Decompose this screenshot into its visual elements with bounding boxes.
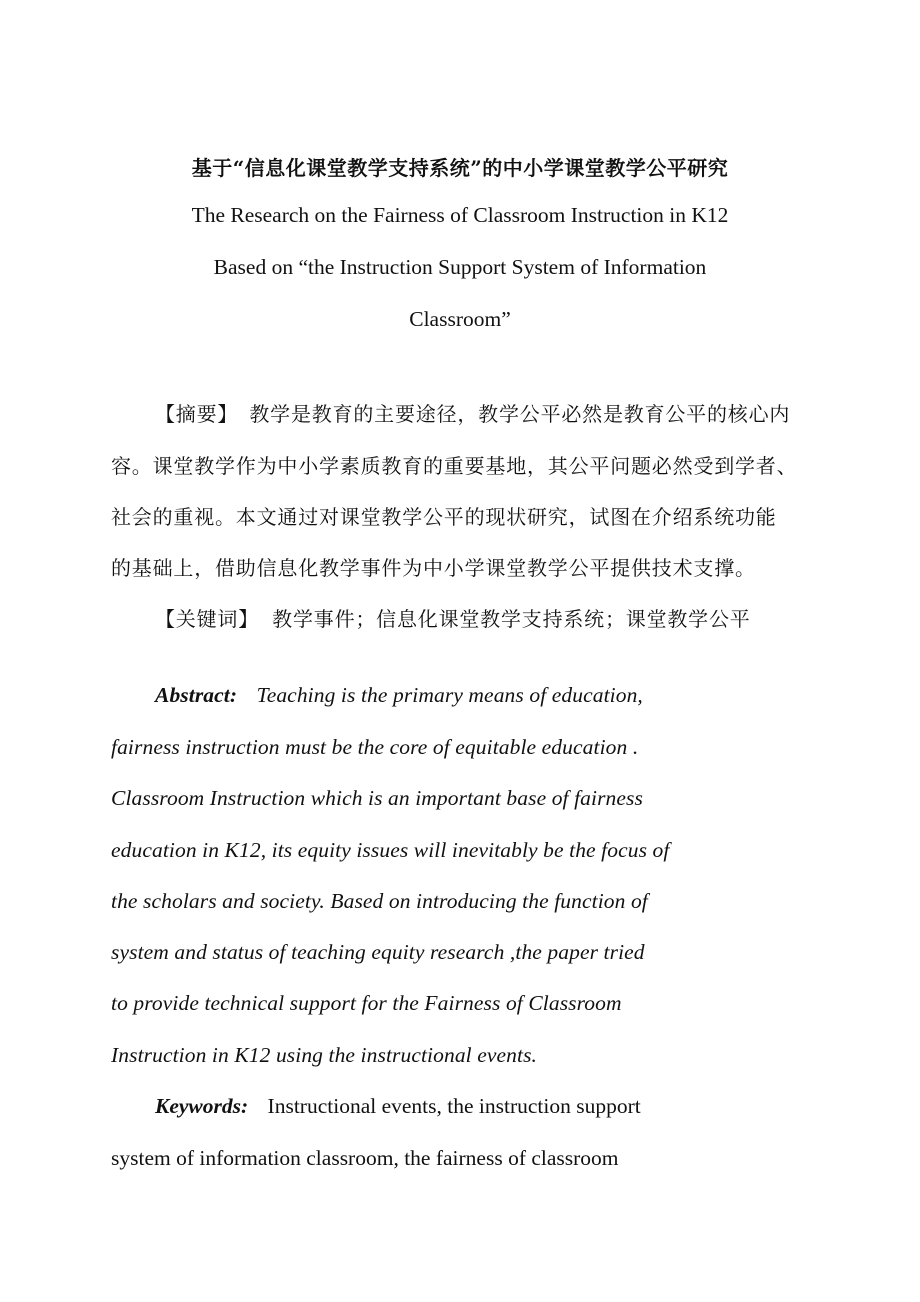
cn-abstract-line-1 [155, 398, 790, 427]
chinese-title: 基于“信息化课堂教学支持系统”的中小学课堂教学公平研究 [191, 156, 729, 180]
en-abstract-line-5: the scholars and society. Based on introducing the function of [111, 889, 648, 913]
en-keywords-line-1 [155, 1094, 641, 1119]
cn-keywords-text: 教学事件；信息化课堂教学支持系统；课堂教学公平 [272, 607, 751, 631]
en-abstract-line-8: Instruction in K12 using the instructional events. [111, 1043, 538, 1067]
en-abstract-line-3: Classroom Instruction which is an important base of fairness [111, 786, 643, 810]
en-keywords-label: Keywords: [155, 1094, 249, 1118]
cn-keywords-label: 【关键词】 [155, 607, 259, 631]
cn-keywords [155, 603, 751, 632]
english-title-line-1: The Research on the Fairness of Classroom Instruction in K12 [191, 203, 729, 227]
en-abstract-text: Teaching is the primary means of education, [256, 683, 643, 707]
en-abstract-line-2: fairness instruction must be the core of equitable education . [111, 735, 639, 759]
en-abstract-line-7: to provide technical support for the Fairness of Classroom [111, 991, 622, 1015]
cn-abstract-label: 【摘要】 [155, 402, 239, 426]
en-abstract-line-4: education in K12, its equity issues will inevitably be the focus of [111, 838, 670, 862]
en-abstract-line-1 [155, 683, 643, 708]
cn-abstract-line-2: 容。课堂教学作为中小学素质教育的重要基地，其公平问题必然受到学者、 [111, 454, 798, 478]
english-title-line-3: Classroom” [409, 307, 511, 331]
cn-abstract-text: 教学是教育的主要途径，教学公平必然是教育公平的核心内 [249, 402, 791, 426]
en-abstract-label: Abstract: [155, 683, 238, 707]
cn-abstract-line-4: 的基础上，借助信息化教学事件为中小学课堂教学公平提供技术支撑。 [111, 556, 756, 580]
en-keywords-line-2: system of information classroom, the fairness of classroom [111, 1146, 619, 1170]
english-title-line-2: Based on “the Instruction Support System of Information [213, 255, 707, 279]
en-abstract-line-6: system and status of teaching equity research ,the paper tried [111, 940, 645, 964]
cn-abstract-line-3: 社会的重视。本文通过对课堂教学公平的现状研究，试图在介绍系统功能 [111, 505, 777, 529]
en-keywords-text: Instructional events, the instruction support [267, 1094, 641, 1118]
